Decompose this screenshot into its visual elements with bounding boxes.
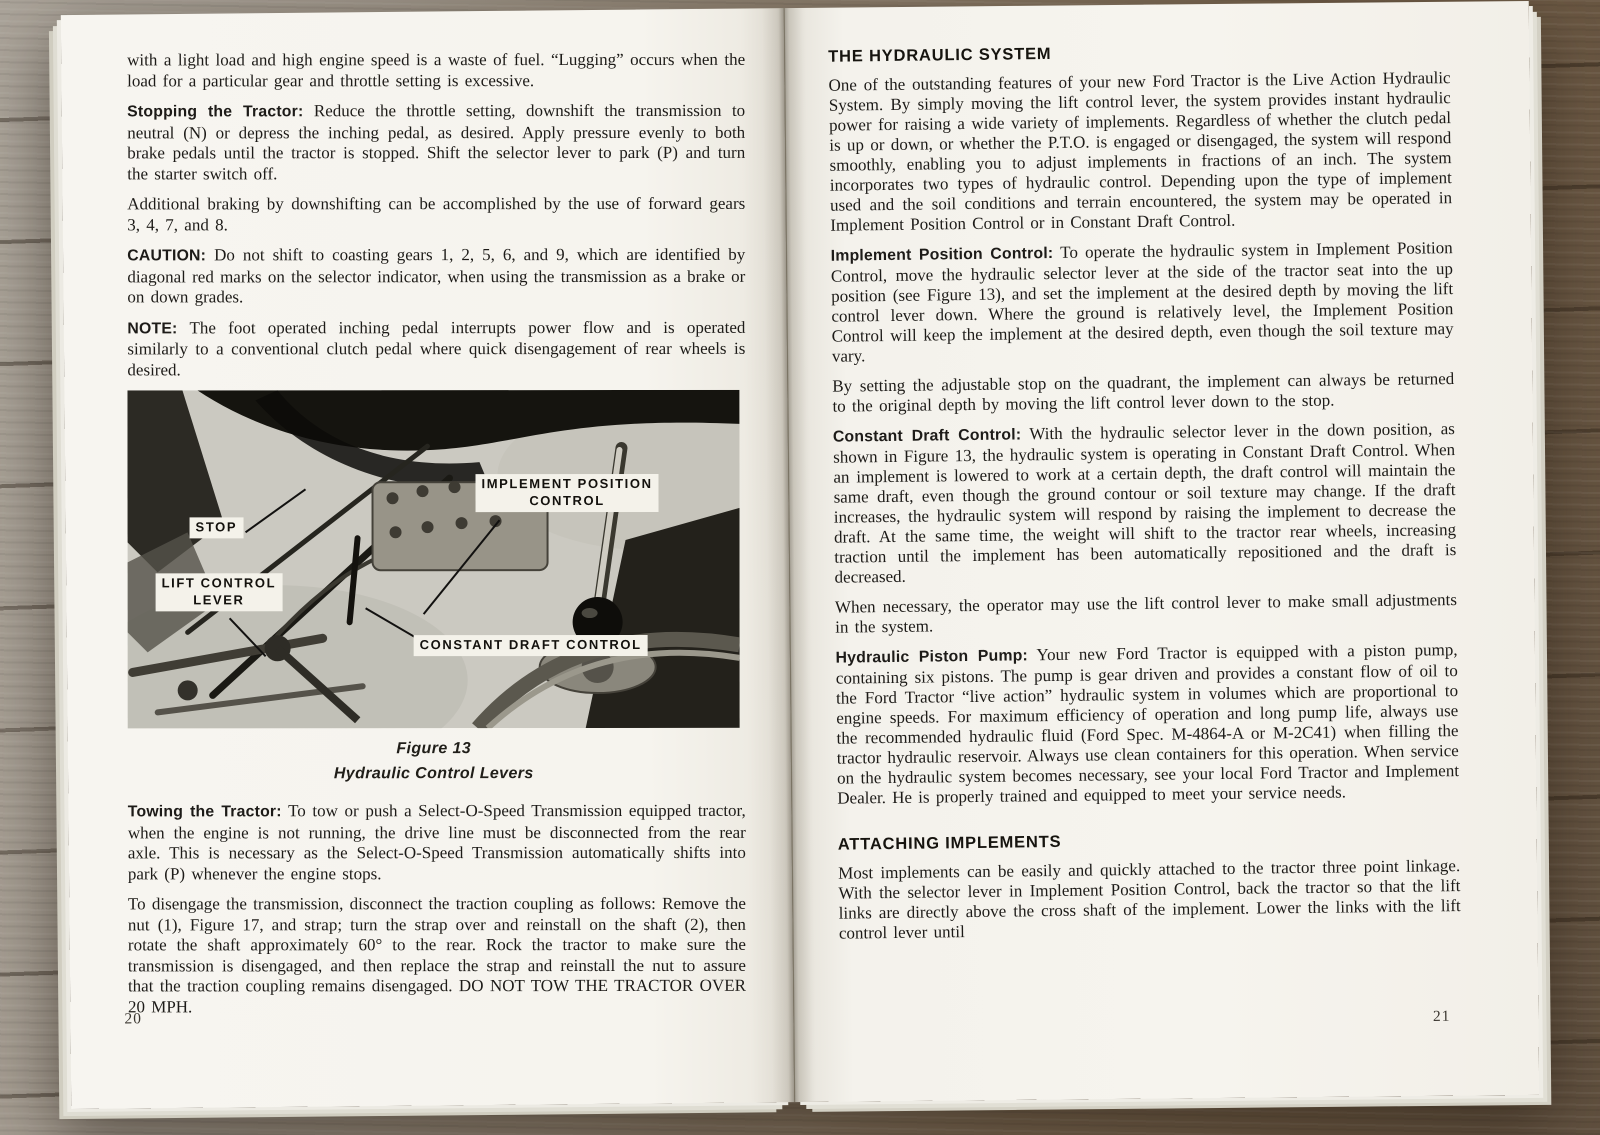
right-page-content [828,40,1461,954]
note-lead: NOTE: [127,319,178,337]
piston-pump-lead: Hydraulic Piston Pump: [835,647,1029,667]
heading-attaching-implements: ATTACHING IMPLEMENTS [837,832,1062,854]
paragraph-hydraulic-piston-pump [835,640,1459,809]
stopping-tractor-lead: Stopping the Tractor: [127,103,304,121]
page-number-20: 20 [124,1010,143,1028]
paragraph-constant-draft-control [833,419,1457,588]
open-book [61,1,1539,1109]
right-page [784,1,1539,1102]
figure-label-constant-draft-control: CONSTANT DRAFT CONTROL [414,635,648,656]
caution-lead: CAUTION: [127,247,207,265]
paragraph-additional-braking: Additional braking by downshifting can be accomplished by the use of forward gears 3, 4, 7, and 8. [127,193,746,234]
figure-photo-hydraulic-controls [127,390,739,729]
left-page-content [127,50,746,1028]
figure-13 [127,390,739,729]
implement-position-lead: Implement Position Control: [830,244,1054,265]
paragraph-implement-position-control [831,238,1454,367]
paragraph-caution [127,245,745,308]
caution-text: Do not shift to coasting gears 1, 2, 5, 6, and 9, which are identified by diagonal red marks on the selector indicator, when using the transmission as a brake or on down grades. [127,244,746,307]
piston-pump-text: Your new Ford Tractor is equipped with a piston pump, containing six pistons. The pump is gear driven and provides a constant flow of oil to the Ford Tractor “live action” hydraulic system in volumes which are proportional to engine speeds. For maximum efficiency of operation and long pump life, always use the recommended hydraulic fluid (Ford Spec. M-4864-A or M-2C41) when filling the tractor hydraulic reservoir. Always use clean containers for this operation. When service on the hydraulic system becomes necessary, see your local Ford Tractor and Implement Dealer. He is properly trained and equipped to meet your service needs. [835,640,1460,808]
paragraph-lugging: with a light load and high engine speed is a waste of fuel. “Lugging” occurs when the load for a particular gear and throttle setting is excessive. [127,49,746,90]
figure-caption [128,740,740,784]
heading-the-hydraulic-system: THE HYDRAULIC SYSTEM [828,44,1052,66]
paragraph-adjustable-stop: By setting the adjustable stop on the quadrant, the implement can always be returned to the original depth by moving the lift control lever down to the stop. [832,369,1455,416]
towing-tractor-text: To tow or push a Select-O-Speed Transmission equipped tractor, when the engine is not running, the drive line must be disconnected from the rear axle. This is necessary as the Select-O-Speed Transmission automatically shifts into park (P) whenever the engine stops. [127,800,746,883]
paragraph-when-necessary: When necessary, the operator may use the lift control lever to make small adjustments in the system. [834,590,1458,637]
figure-caption-subtitle: Hydraulic Control Levers [333,765,534,783]
paragraph-hydraulic-intro: One of the outstanding features of your new Ford Tractor is the Live Action Hydraulic System. By simply moving the lift control lever, the system provides instant hydraulic power for raising a wide variety of implements. Regardless of whether the clutch pedal is up or down, or whether the P.T.O. is engaged or disengaged, the system will respond smoothly, enabling you to adjust implements in fractions of an inch. The system incorporates two types of hydraulic control. Depending upon the type of implement used and the soil conditions and terrain encountered, the system may be operated in Implement Position Control or in Constant Draft Control. [828,68,1453,235]
paragraph-towing-tractor [128,801,746,885]
figure-caption-title: Figure 13 [396,740,472,758]
left-page [61,8,794,1109]
figure-label-lift-control-lever: LIFT CONTROL LEVER [156,573,283,611]
figure-label-implement-position-control: IMPLEMENT POSITION CONTROL [475,474,658,512]
stopping-tractor-text: Reduce the throttle setting, downshift the transmission to neutral (N) or depress the inching pedal, as desired. Apply pressure evenly to both brake pedals until the tractor is stopped. Shift the selector lever to park (P) and turn the starter switch off. [127,100,746,183]
paragraph-stopping-tractor [127,101,745,185]
page-number-21: 21 [1432,1007,1451,1025]
paragraph-attaching-implements: Most implements can be easily and quickly attached to the tractor three point linkage. With the selector lever in Implement Position Control, back the tractor so that the lift links are directly above the cross shaft of the implement. Lower the links with the lift control lever until [838,856,1461,943]
constant-draft-lead: Constant Draft Control: [832,426,1022,446]
paragraph-disengage-transmission: To disengage the transmission, disconnect the traction coupling as follows: Remove the nut (1), Figure 17, and strap; turn the strap over and reinstall on the shaft (2), then rotate the shaft approximately 60° to the rear. Rock the tractor to make sure the transmission is disengaged, and then replace the strap and reinstall the nut to assure that the traction coupling remains disengaged. DO NOT TOW THE TRACTOR OVER 20 MPH. [127,893,746,1016]
paragraph-note [127,317,745,380]
figure-label-stop: STOP [190,517,244,538]
constant-draft-text: With the hydraulic selector lever in the down position, as shown in Figure 13, the hydraulic system is operating in Constant Draft Control. When an implement is lowered to work at a certain depth, the draft control will maintain the same draft, even though the ground contour or soil texture may change. If the draft increases, the hydraulic system will respond by raising the implement to decrease the draft. At the same time, the weight will shift to the tractor rear wheels, increasing traction until the implement has been automatically repositioned and the draft is decreased. [833,419,1457,587]
note-text: The foot operated inching pedal interrupts power flow and is operated similarly to a conventional clutch pedal where quick disengagement of rear wheels is desired. [127,317,746,379]
towing-tractor-lead: Towing the Tractor: [127,803,282,821]
implement-position-text: To operate the hydraulic system in Implement Position Control, move the hydraulic selector lever at the side of the tractor seat into the up position (see Figure 13), and set the implement at the desired depth by moving the lift control lever down. Where the ground is relatively level, the Implement Position Control will keep the implement at the desired depth, even though the soil texture may vary. [830,238,1454,366]
